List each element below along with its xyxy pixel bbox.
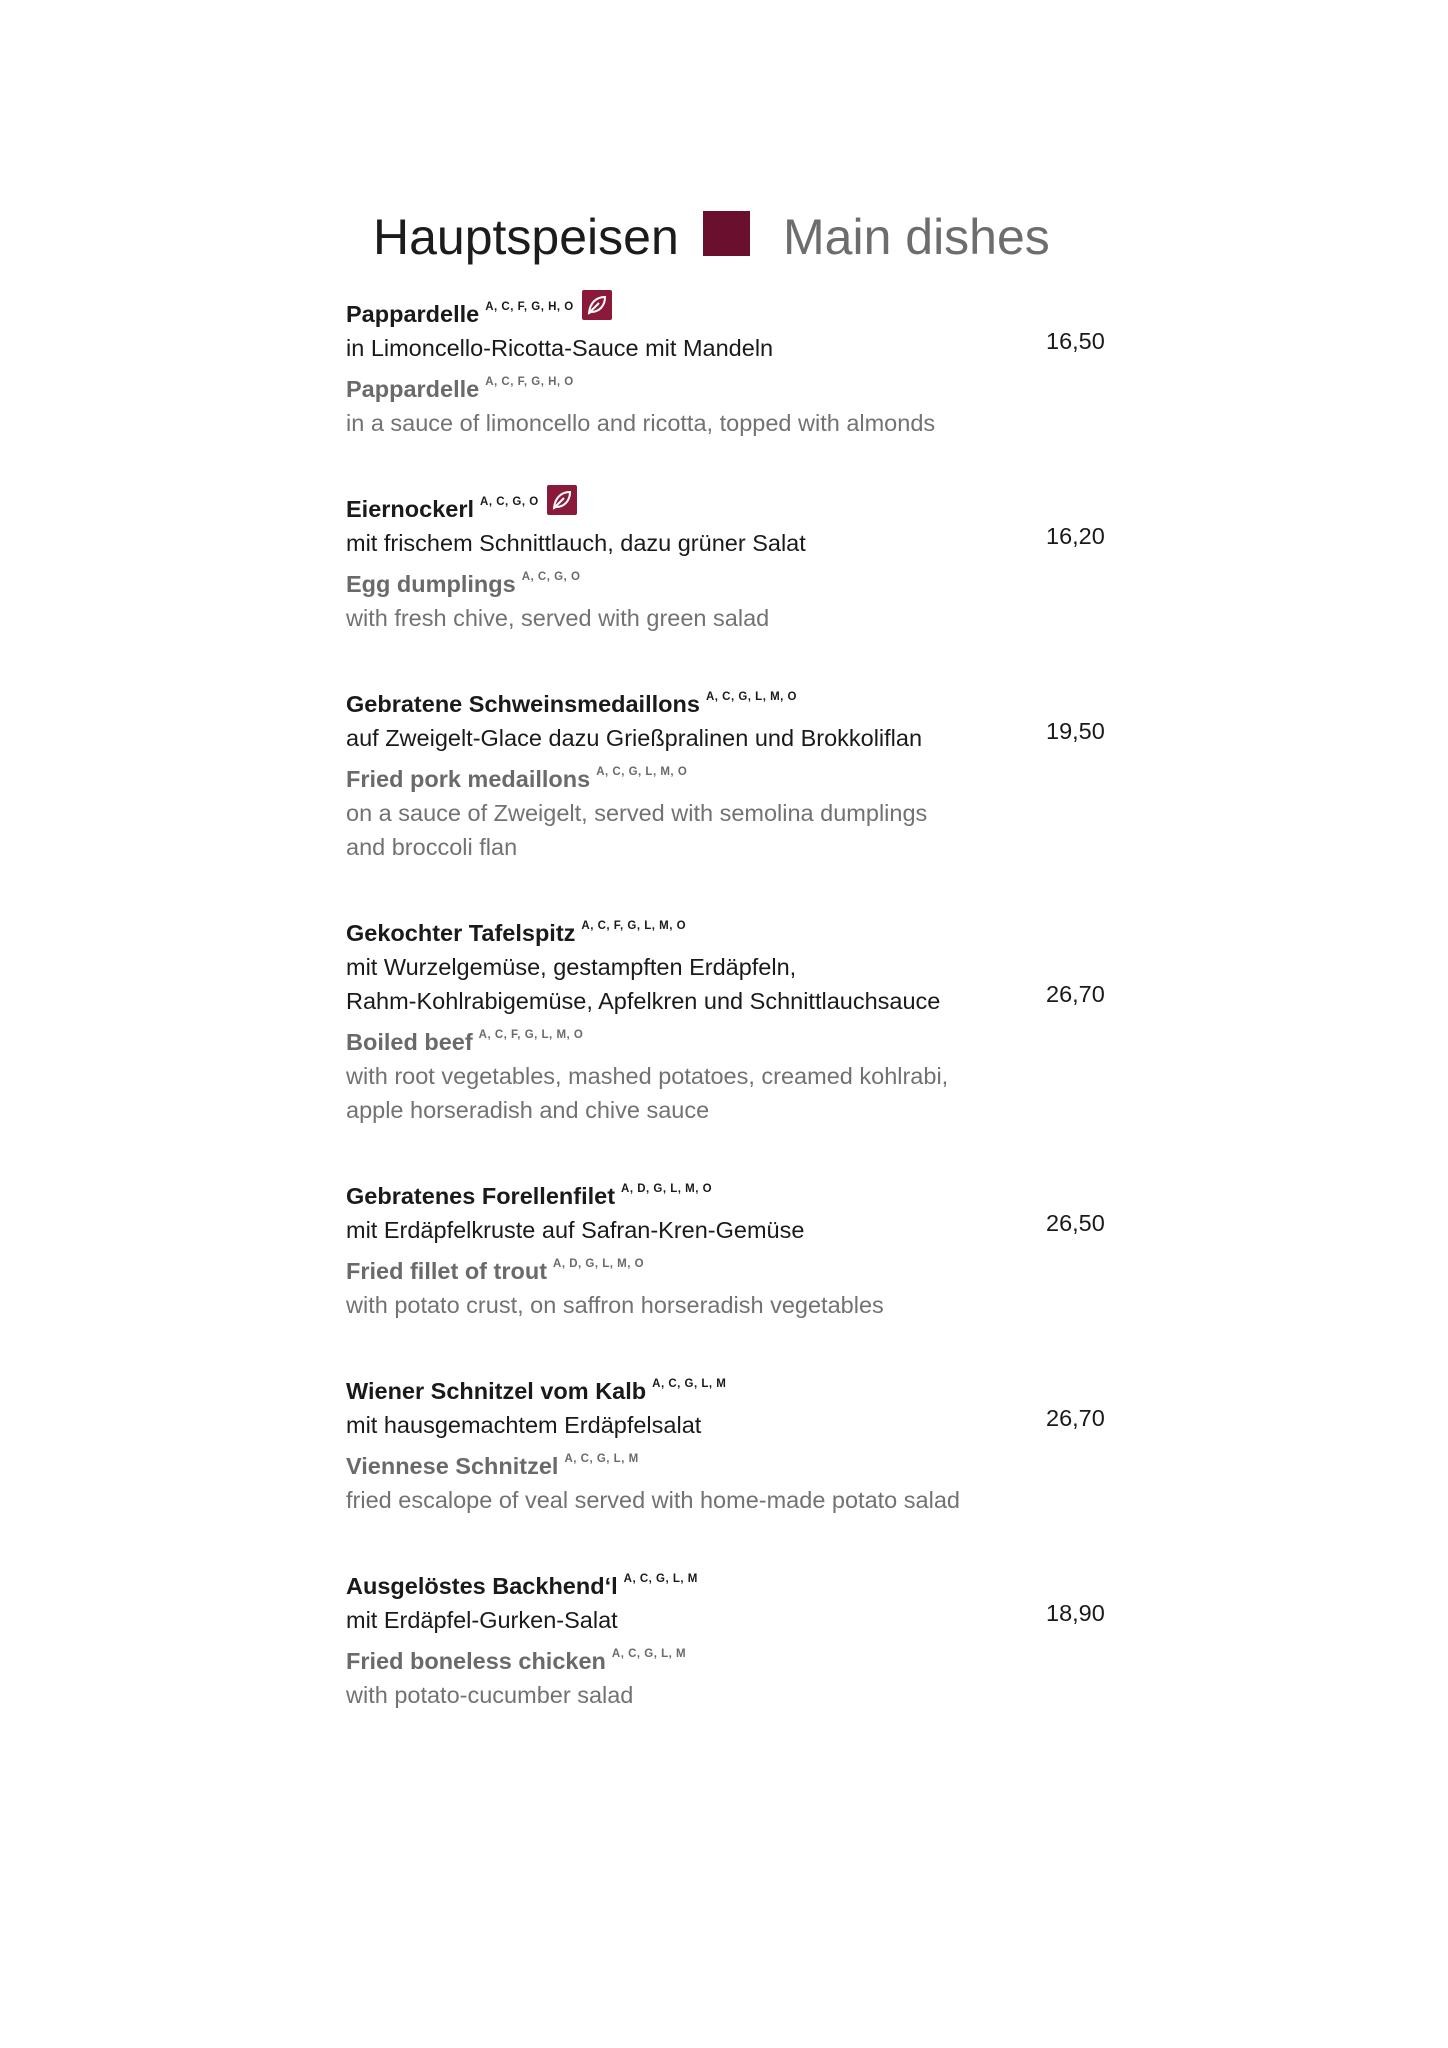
dish-name-german: Gebratenes Forellenfilet [346,1183,616,1209]
allergen-codes: A, D, G, L, M, O [621,1183,713,1195]
dish-price: 26,50 [1046,1210,1105,1236]
dish-name-english: Pappardelle [346,376,480,402]
dish-description-english: with fresh chive, served with green salad [346,605,770,631]
dish-name-line [346,680,1106,721]
dish-name-line [346,290,1106,331]
allergen-codes-english: A, C, F, G, L, M, O [478,1029,584,1041]
dish-name-german: Wiener Schnitzel vom Kalb [346,1378,647,1404]
dish-name-line [346,1562,1106,1603]
dish-price: 16,20 [1046,523,1105,549]
dish-name-english: Fried pork medaillons [346,766,591,792]
menu-header [373,205,1173,275]
dish-price: 18,90 [1046,1600,1105,1626]
dish-description-german: mit Erdäpfelkruste auf Safran-Kren-Gemüse [346,1217,805,1243]
allergen-codes-english: A, C, G, L, M [611,1648,687,1660]
dish-name-english-line [346,1018,1106,1059]
dish-description-german: mit Wurzelgemüse, gestampften Erdäpfeln, [346,954,797,980]
dish-name-line [346,485,1106,526]
dish-description-english: apple horseradish and chive sauce [346,1097,710,1123]
dish-item [346,290,1106,440]
allergen-codes-english: A, C, G, O [521,571,581,583]
dish-price: 26,70 [1046,981,1105,1007]
dish-name-english: Boiled beef [346,1029,473,1055]
dish-item [346,485,1106,635]
allergen-codes: A, C, G, O [480,496,539,508]
dish-price: 16,50 [1046,328,1105,354]
allergen-codes: A, C, G, L, M [652,1378,727,1390]
dish-item [346,1172,1106,1322]
allergen-codes-english: A, D, G, L, M, O [553,1258,645,1270]
page-title-english: Main dishes [783,209,1050,265]
dish-name-english-line [346,1247,1106,1288]
dish-name-line [346,1367,1106,1408]
dish-name-line [346,1172,1106,1213]
dish-name-german: Gebratene Schweinsmedaillons [346,691,700,717]
dish-description-german: auf Zweigelt-Glace dazu Grießpralinen und Brokkoliflan [346,725,923,751]
dish-name-line [346,909,1106,950]
dish-list [346,290,1106,1757]
allergen-codes: A, C, G, L, M [623,1573,698,1585]
allergen-codes: A, C, G, L, M, O [705,691,797,703]
dish-name-english-line [346,560,1106,601]
dish-name-german: Ausgelöstes Backhend‘l [346,1573,618,1599]
dish-name-german: Pappardelle [346,301,480,327]
dish-description-english: fried escalope of veal served with home-made potato salad [346,1487,960,1513]
accent-square [703,211,750,256]
vegetarian-leaf-icon [547,485,577,515]
allergen-codes-english: A, C, G, L, M, O [596,766,688,778]
allergen-codes: A, C, F, G, H, O [485,301,574,313]
dish-description-german: mit hausgemachtem Erdäpfelsalat [346,1412,702,1438]
dish-name-english-line [346,1442,1106,1483]
dish-item [346,1562,1106,1712]
dish-description-english: in a sauce of limoncello and ricotta, topped with almonds [346,410,936,436]
dish-name-english-line [346,1637,1106,1678]
dish-description-german: mit frischem Schnittlauch, dazu grüner Salat [346,530,806,556]
dish-description-english: on a sauce of Zweigelt, served with semolina dumplings [346,800,928,826]
dish-description-english: and broccoli flan [346,834,518,860]
dish-name-english-line [346,755,1106,796]
dish-name-english: Viennese Schnitzel [346,1453,559,1479]
dish-name-english-line [346,365,1106,406]
dish-description-german: Rahm-Kohlrabigemüse, Apfelkren und Schnittlauchsauce [346,988,941,1014]
dish-description-german: mit Erdäpfel-Gurken-Salat [346,1607,618,1633]
allergen-codes-english: A, C, G, L, M [564,1453,639,1465]
dish-name-german: Eiernockerl [346,496,475,522]
dish-name-english: Fried fillet of trout [346,1258,548,1284]
dish-item [346,909,1106,1127]
allergen-codes-english: A, C, F, G, H, O [485,376,574,388]
page-title-german: Hauptspeisen [373,209,679,265]
dish-description-english: with root vegetables, mashed potatoes, creamed kohlrabi, [346,1063,949,1089]
dish-description-german: in Limoncello-Ricotta-Sauce mit Mandeln [346,335,774,361]
dish-name-english: Egg dumplings [346,571,516,597]
dish-name-english: Fried boneless chicken [346,1648,606,1674]
dish-name-german: Gekochter Tafelspitz [346,920,576,946]
dish-item [346,1367,1106,1517]
vegetarian-leaf-icon [582,290,612,320]
dish-item [346,680,1106,864]
dish-description-english: with potato-cucumber salad [346,1682,634,1708]
dish-description-english: with potato crust, on saffron horseradish vegetables [346,1292,884,1318]
dish-price: 19,50 [1046,718,1105,744]
allergen-codes: A, C, F, G, L, M, O [581,920,687,932]
dish-price: 26,70 [1046,1405,1105,1431]
